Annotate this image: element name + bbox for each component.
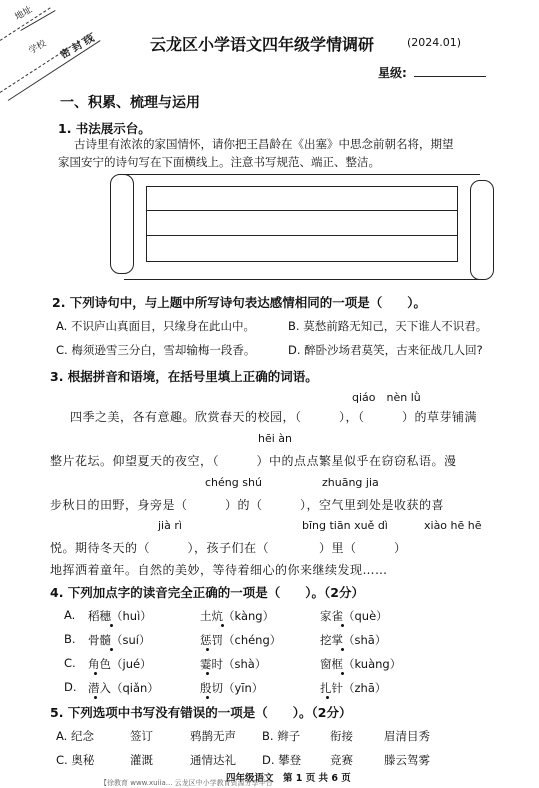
writing-line-1 (146, 210, 458, 211)
rating-blank (414, 76, 486, 77)
q3-pinyin-3b: zhuāng jia (322, 476, 379, 489)
q4-row-d-word3: 扎针（zhā） (320, 681, 387, 695)
q5-d-word3: 滕云驾雾 (384, 753, 430, 767)
emphasis-dot (206, 696, 209, 699)
q4-row-b-word2: 惩罚（chéng） (200, 633, 282, 647)
q5-c-word1: C. 奥秘 (56, 753, 95, 767)
emphasis-dot (206, 672, 209, 675)
q3-pinyin-4c: xiào hē hē (424, 519, 482, 532)
q4-row-c-letter: C. (64, 656, 76, 670)
q5-c-word3: 通情达礼 (190, 753, 236, 767)
q5-b-word3: 眉清目秀 (384, 729, 430, 743)
footer-watermark: 【徐教育 www.xuiia... 云龙区中小学教育资源分享平台 (100, 779, 273, 787)
writing-scroll (110, 172, 494, 282)
emphasis-dot (341, 624, 344, 627)
emphasis-dot (341, 672, 344, 675)
q5-a-word1: A. 纪念 (56, 729, 94, 743)
exam-date: (2024.01) (407, 36, 462, 49)
emphasis-dot (110, 648, 113, 651)
emphasis-dot (110, 624, 113, 627)
emphasis-dot (341, 648, 344, 651)
q4-title: 4. 下列加点字的读音完全正确的一项是（ ）。（2分） (50, 585, 364, 600)
q2-title: 2. 下列诗句中，与上题中所写诗句表达感情相同的一项是（ ）。 (52, 295, 427, 310)
q2-option-b: B. 莫愁前路无知己，天下谁人不识君。 (288, 319, 488, 333)
q3-pinyin-3a: chéng shú (205, 476, 262, 489)
q3-pinyin-1: qiáo nèn lǜ (352, 391, 421, 404)
q1-line1: 古诗里有浓浓的家国情怀，请你把王昌龄在《出塞》中思念前朝名将，期望 (74, 137, 454, 151)
q3-line-5: 地挥洒着童年。自然的美妙，等待着细心的你来继续发现…… (50, 563, 388, 577)
q3-pinyin-4b: bīng tiān xuě dì (302, 519, 388, 532)
rating-label: 星级: (378, 66, 407, 80)
q1-line2: 家国安宁的诗句写在下面横线上。注意书写规范、端正、整洁。 (58, 155, 380, 169)
q3-pinyin-4a: jià rì (158, 519, 182, 532)
writing-line-2 (146, 235, 458, 236)
q4-row-c-word2: 霎时（shà） (200, 657, 267, 671)
q4-row-a-word3: 家雀（què） (320, 609, 388, 623)
q5-c-word2: 灌溉 (130, 753, 153, 767)
q4-row-b-word3: 挖掌（shā） (320, 633, 387, 647)
q4-row-b-letter: B. (64, 632, 76, 646)
corner-label-school: 地址 (13, 4, 35, 23)
q2-option-c: C. 梅须逊雪三分白，雪却输梅一段香。 (56, 343, 256, 357)
q4-row-c-word3: 窗框（kuàng） (320, 657, 402, 671)
emphasis-dot (326, 696, 329, 699)
q3-line-2: 整片花坛。仰望夏天的夜空，（ ）中的点点繁星似乎在窃窃私语。漫 (50, 454, 457, 468)
q5-d-word2: 竞赛 (330, 753, 353, 767)
q4-row-a-word1: 稻穗（huì） (88, 609, 152, 623)
q5-title: 5. 下列选项中书写没有错误的一项是（ ）。（2分） (50, 705, 352, 720)
writing-box[interactable] (146, 186, 458, 262)
q4-row-b-word1: 骨髓（suí） (88, 633, 151, 647)
q4-row-d-letter: D. (64, 680, 77, 694)
page-number: 四年级语文 第 1 页 共 6 页 (226, 773, 351, 784)
q5-b-word1: B. 辫子 (262, 729, 301, 743)
section-title: 一、积累、梳理与运用 (60, 95, 200, 111)
q2-option-d: D. 醉卧沙场君莫笑，古来征战几人回? (288, 343, 483, 357)
q5-a-word2: 签订 (130, 729, 153, 743)
q5-a-word3: 鸦鹊无声 (190, 729, 236, 743)
emphasis-dot (94, 696, 97, 699)
q5-b-word2: 衔接 (330, 729, 353, 743)
q3-pinyin-2: hēi àn (258, 432, 293, 445)
q4-row-c-word1: 角色（jué） (88, 657, 152, 671)
q3-line-3: 步秋日的田野，身旁是（ ）的（ ），空气里到处是收获的喜 (50, 498, 445, 512)
page-title: 云龙区小学语文四年级学情调研 (150, 35, 375, 54)
corner-seal-line-label: 密 封 线 (58, 33, 97, 62)
binding-line-2 (0, 32, 93, 93)
q1-title: 1. 书法展示台。 (58, 121, 151, 136)
emphasis-dot (206, 648, 209, 651)
q4-row-d-word1: 潜入（qiǎn） (88, 681, 159, 695)
q4-row-d-word2: 殷切（yīn） (200, 681, 264, 695)
corner-label-class: 学校 (27, 38, 49, 57)
q4-row-a-word2: 土炕（kàng） (200, 609, 275, 623)
q2-option-a: A. 不识庐山真面目，只缘身在此山中。 (56, 319, 255, 333)
q3-line-1: 四季之美，各有意趣。欣赏春天的校园，（ ），（ ）的草芽铺满 (70, 410, 478, 424)
q3-line-4: 悦。期待冬天的（ ），孩子们在（ ）里（ ） (50, 541, 407, 555)
emphasis-dot (94, 672, 97, 675)
emphasis-dot (221, 624, 224, 627)
q5-d-word1: D. 攀登 (262, 753, 302, 767)
q4-row-a-letter: A. (64, 608, 76, 622)
q3-title: 3. 根据拼音和语境，在括号里填上正确的词语。 (50, 369, 318, 384)
